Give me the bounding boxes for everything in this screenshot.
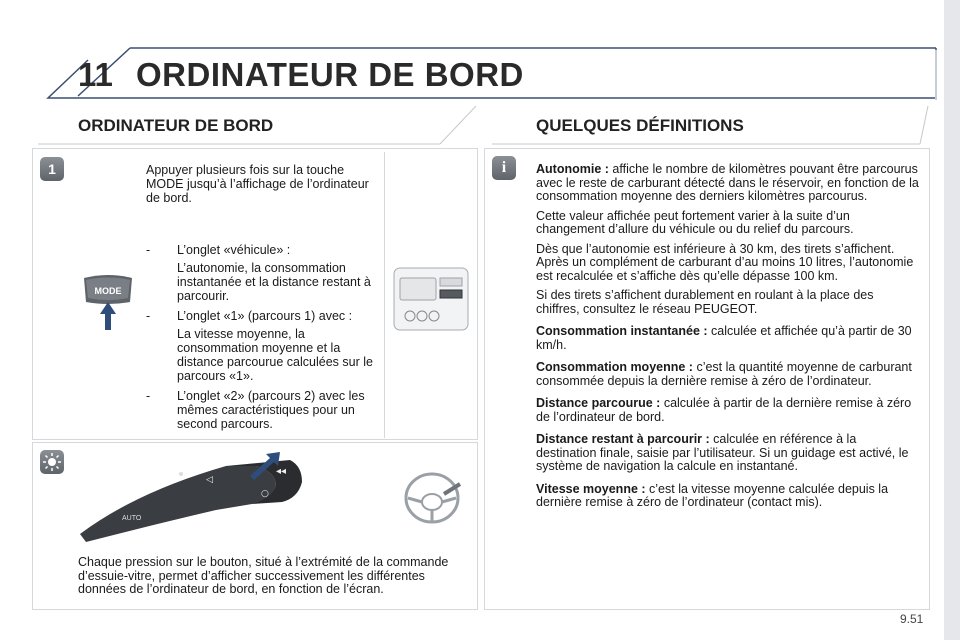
definition-item: [536, 325, 920, 352]
intro-text: Appuyer plusieurs fois sur la touche MODE jusqu’à l’affichage de l’ordinateur de bord.: [146, 163, 369, 205]
section-title-right: QUELQUES DÉFINITIONS: [536, 116, 744, 135]
tab-title: L’onglet «1» (parcours 1) avec :: [177, 309, 353, 323]
tabs-list: [146, 243, 374, 437]
definition-item: [536, 397, 920, 424]
definition-term: Distance parcourue :: [536, 396, 661, 410]
definition-item: [536, 361, 920, 388]
definitions-list: [536, 163, 920, 519]
definition-term: Consommation moyenne :: [536, 360, 693, 374]
side-strip: [944, 0, 960, 640]
stalk-label: AUTO: [122, 515, 142, 522]
definition-extra: Si des tirets s’affichent durablement en roulant à la place des chiffres, consultez le réseau PEUGEOT.: [536, 288, 874, 316]
definition-text: c’est la vitesse moyenne calculée depuis la dernière remise à zéro de l’ordinateur (contact mis).: [536, 481, 889, 509]
definition-extra: Cette valeur affichée peut fortement varier à la suite d’un changement d’allure du véhicule ou du relief du parcours.: [536, 208, 854, 236]
step-badge: 1: [40, 157, 64, 181]
dashboard-illustration: [392, 266, 470, 332]
tab-title: L’onglet «véhicule» :: [177, 243, 291, 257]
list-item: - L’onglet «1» (parcours 1) avec : La vitesse moyenne, la consommation moyenne et la distance parcourue calculées sur le parcours «1».: [146, 309, 373, 383]
panel-divider: [384, 152, 385, 438]
mode-key-label: MODE: [94, 286, 122, 296]
chapter-number: 11: [78, 56, 113, 93]
list-item: - L’onglet «véhicule» : L’autonomie, la consommation instantanée et la distance restant à parcourir.: [146, 243, 374, 303]
arrow-up-icon: [100, 302, 116, 330]
light-icon: [40, 450, 64, 474]
stalk-description: Chaque pression sur le bouton, situé à l’extrémité de la commande d’essuie-vitre, permet d’afficher successivement les différentes données de l’ordinateur de bord, en fonction de l’écran.: [78, 555, 449, 596]
definition-text: calculée à partir de la dernière remise à zéro de l’ordinateur de bord.: [536, 396, 912, 424]
arrow-pointer-icon: [248, 450, 282, 480]
definition-item: [536, 163, 920, 316]
definition-item: [536, 483, 920, 510]
definition-term: Vitesse moyenne :: [536, 481, 646, 496]
definition-text: calculée en référence à la destination finale, saisie par l’utilisateur. Si un guidage est activé, le système de navigation la calcule en instantané.: [536, 432, 909, 473]
svg-text:◁: ◁: [206, 475, 213, 485]
tab-desc: L’autonomie, la consommation instantanée et la distance restant à parcourir.: [177, 261, 371, 303]
section-title-left: ORDINATEUR DE BORD: [78, 116, 274, 135]
svg-text:○: ○: [261, 489, 269, 499]
definition-text: affiche le nombre de kilomètres pouvant être parcourus avec le reste de carburant détecté dans le réservoir, en fonction de la consommation moyenne des derniers kilomètres parcourus.: [536, 162, 919, 203]
definition-text: c’est la quantité moyenne de carburant consommée depuis la dernière remise à zéro de l’ordinateur.: [536, 360, 912, 388]
list-item: - L’onglet «2» (parcours 2) avec les mêmes caractéristiques pour un second parcours.: [146, 389, 374, 431]
definition-text: calculée et affichée qu’à partir de 30 km/h.: [536, 324, 912, 352]
mode-key-illustration: [80, 272, 136, 332]
page-number: 9.51: [900, 612, 924, 626]
definition-term: Consommation instantanée :: [536, 324, 708, 338]
tab-title: L’onglet «2» (parcours 2) avec les mêmes caractéristiques pour un second parcours.: [177, 389, 365, 431]
steering-wheel-illustration: [402, 470, 462, 528]
info-icon: i: [492, 156, 516, 180]
tab-desc: La vitesse moyenne, la consommation moyenne et la distance parcourue calculées sur le parcours «1».: [177, 327, 373, 383]
definition-item: [536, 433, 920, 474]
chapter-title: ORDINATEUR DE BORD: [136, 56, 524, 93]
definition-term: Distance restant à parcourir :: [536, 432, 710, 446]
definition-extra: Dès que l’autonomie est inférieure à 30 km, des tirets s’affichent. Après un complément de carburant d’au moins 10 litres, l’autonomie est recalculée et s’affiche dès qu’elle dépasse 100 km.: [536, 241, 914, 283]
svg-text:◂◂: ◂◂: [276, 466, 287, 477]
definition-term: Autonomie :: [536, 162, 609, 176]
